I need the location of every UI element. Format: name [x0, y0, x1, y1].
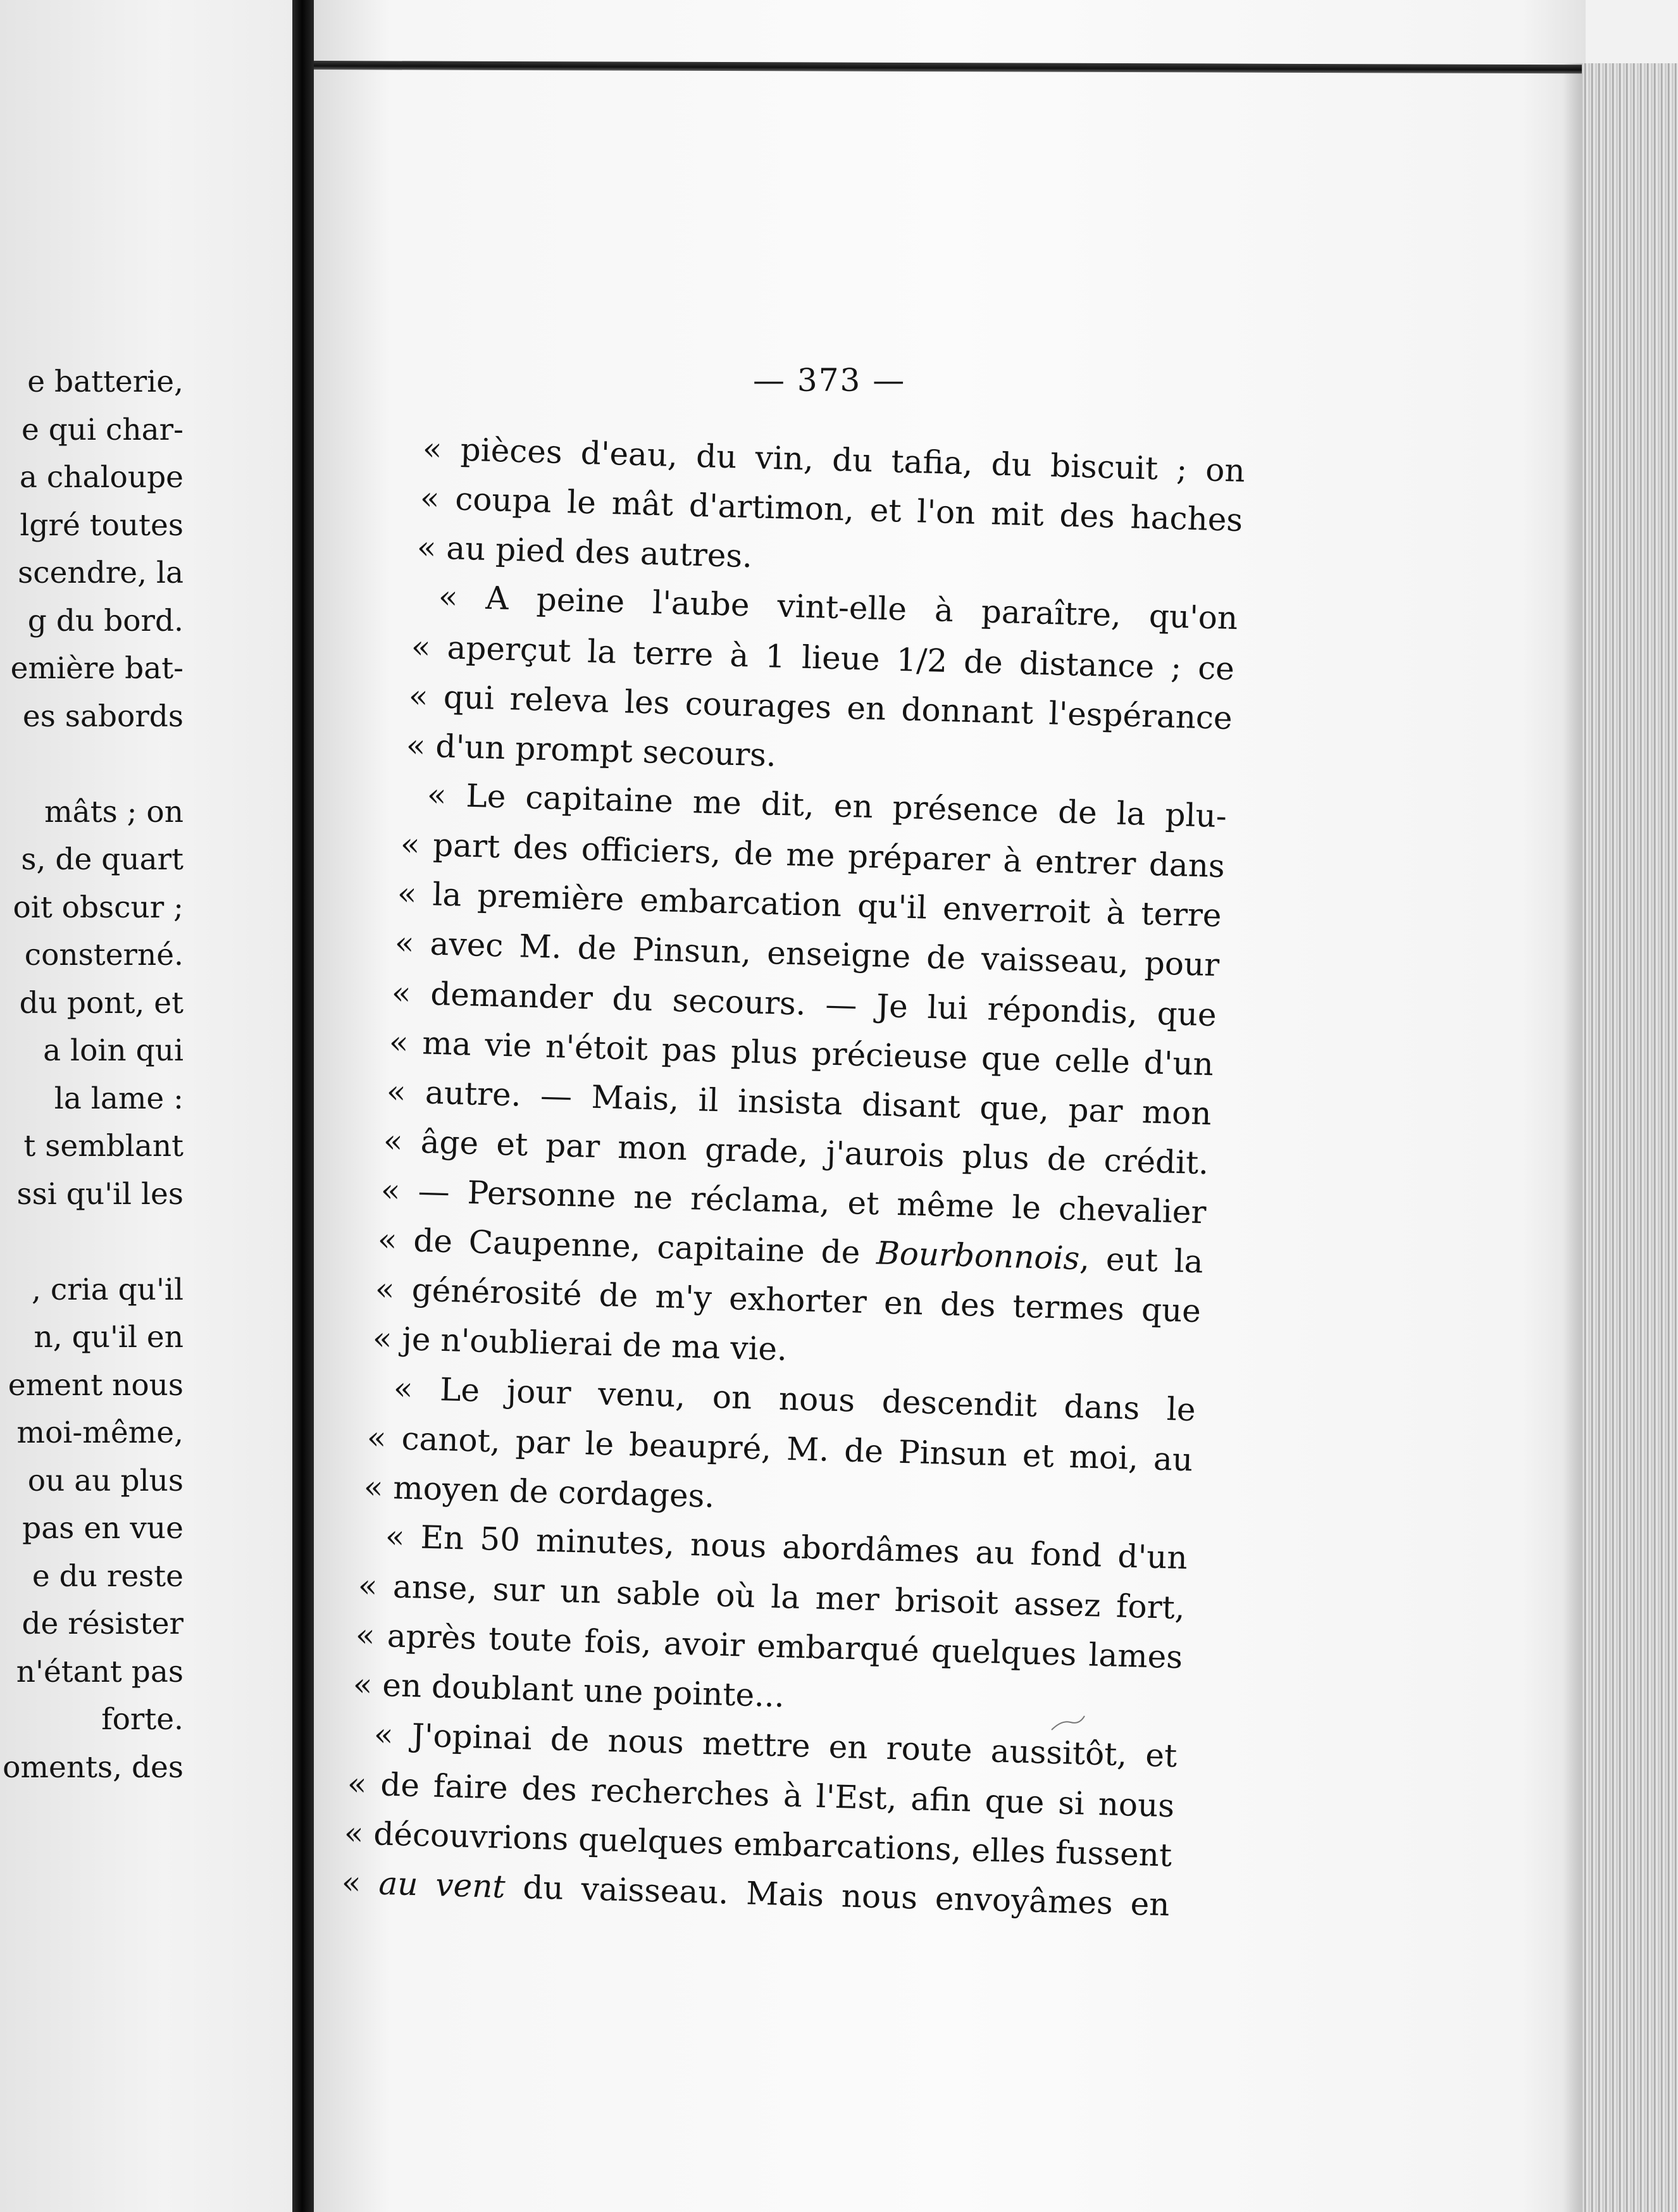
- left-page-line: mâts ; on: [44, 794, 183, 830]
- text-segment: « découvrions quelques embarcations, elles fussent: [344, 1814, 1173, 1874]
- left-page-line: de résister: [22, 1606, 183, 1641]
- left-page-line: ement nous: [8, 1367, 183, 1403]
- text-segment: «: [341, 1864, 380, 1902]
- italic-text: au vent: [378, 1865, 506, 1905]
- left-page-line: pas en vue: [22, 1511, 183, 1546]
- left-page: [0, 0, 297, 2212]
- text-segment: « ma vie n'étoit pas plus précieuse que celle d'un: [388, 1023, 1214, 1083]
- text-line: [405, 726, 777, 774]
- text-segment: « générosité de m'y exhorter en des termes que: [375, 1271, 1202, 1330]
- text-segment: « Le jour venu, on nous descendit dans le: [393, 1369, 1196, 1428]
- left-page-line: consterné.: [24, 938, 183, 972]
- left-page-line: lgré toutes: [20, 507, 183, 543]
- text-segment: « avec M. de Pinsun, enseigne de vaisseau, pour: [394, 924, 1220, 984]
- left-page-line: moi-même,: [16, 1415, 183, 1450]
- text-segment: « aperçut la terre à 1 lieue 1/2 de distance ; ce: [411, 628, 1235, 687]
- text-segment: « A peine l'aube vint-elle à paraître, qu'on: [437, 578, 1238, 637]
- text-segment: « — Personne ne réclama, et même le chevalier: [380, 1172, 1207, 1231]
- text-segment: « Le capitaine me dit, en présence de la plu-: [426, 776, 1227, 835]
- text-segment: « je n'oublierai de ma vie.: [371, 1320, 788, 1369]
- left-page-line: , cria qu'il: [31, 1272, 183, 1307]
- left-page-line: s, de quart: [21, 842, 183, 877]
- text-segment: , eut la: [1079, 1240, 1204, 1281]
- text-segment: « de faire des recherches à l'Est, afin que si nous: [347, 1765, 1175, 1825]
- text-segment: « En 50 minutes, nous abordâmes au fond d'un: [385, 1518, 1188, 1577]
- italic-text: Bourbonnois: [876, 1234, 1081, 1277]
- text-segment: « au pied des autres.: [416, 529, 753, 575]
- text-segment: « la première embarcation qu'il enverroit à terre: [397, 875, 1222, 935]
- text-segment: « d'un prompt secours.: [405, 726, 777, 774]
- left-page-line: e batterie,: [27, 364, 183, 399]
- text-line: [363, 1468, 716, 1515]
- text-segment: « en doublant une pointe...: [352, 1666, 785, 1715]
- page-stack-edges: [1582, 63, 1678, 2212]
- text-segment: « de Caupenne, capitaine de: [377, 1221, 878, 1272]
- text-segment: « moyen de cordages.: [363, 1468, 716, 1515]
- text-segment: « autre. — Mais, il insista disant que, par mon: [385, 1072, 1212, 1133]
- page-number: — 373 —: [753, 362, 906, 399]
- left-page-line: du pont, et: [19, 985, 183, 1021]
- left-page-line: forte.: [101, 1702, 183, 1737]
- text-segment: « canot, par le beaupré, M. de Pinsun et moi, au: [366, 1419, 1193, 1479]
- book-binding: [292, 0, 314, 2212]
- left-page-line: la lame :: [54, 1081, 183, 1116]
- text-segment: « part des officiers, de me préparer à entrer dans: [399, 826, 1226, 885]
- left-page-line: oit obscur ;: [13, 890, 183, 925]
- left-page-line: emière bat-: [10, 651, 183, 686]
- left-page-line: t semblant: [23, 1129, 183, 1164]
- text-segment: « après toute fois, avoir embarqué quelques lames: [355, 1617, 1183, 1676]
- left-page-line: n'étant pas: [16, 1654, 183, 1689]
- left-page-line: ou au plus: [27, 1463, 183, 1498]
- text-segment: « demander du secours. — Je lui répondis, que: [391, 974, 1217, 1033]
- text-segment: du vaisseau. Mais nous envoyâmes en: [504, 1868, 1171, 1923]
- left-page-line: a loin qui: [43, 1033, 183, 1068]
- left-page-line: g du bord.: [27, 603, 183, 638]
- left-page-line: a chaloupe: [19, 460, 183, 495]
- left-page-line: e du reste: [32, 1558, 183, 1594]
- left-page-line: scendre, la: [18, 556, 183, 590]
- text-segment: « qui releva les courages en donnant l'espérance: [408, 677, 1233, 736]
- left-page-line: ssi qu'il les: [16, 1176, 183, 1212]
- left-page-line: e qui char-: [21, 412, 183, 447]
- pencil-mark: [1049, 1713, 1087, 1732]
- text-line: [416, 529, 753, 575]
- left-page-line: n, qu'il en: [34, 1320, 183, 1355]
- text-segment: « J'opinai de nous mettre en route aussitôt, et: [373, 1715, 1178, 1774]
- text-segment: « pièces d'eau, du vin, du tafia, du biscuit ; on: [422, 430, 1246, 490]
- text-segment: « anse, sur un sable où la mer brisoit assez fort,: [357, 1567, 1186, 1627]
- left-page-line: es sabords: [22, 699, 183, 734]
- left-page-line: oments, des: [3, 1749, 183, 1785]
- text-segment: « coupa le mât d'artimon, et l'on mit des haches: [419, 480, 1243, 539]
- text-segment: « âge et par mon grade, j'aurois plus de crédit.: [383, 1122, 1210, 1182]
